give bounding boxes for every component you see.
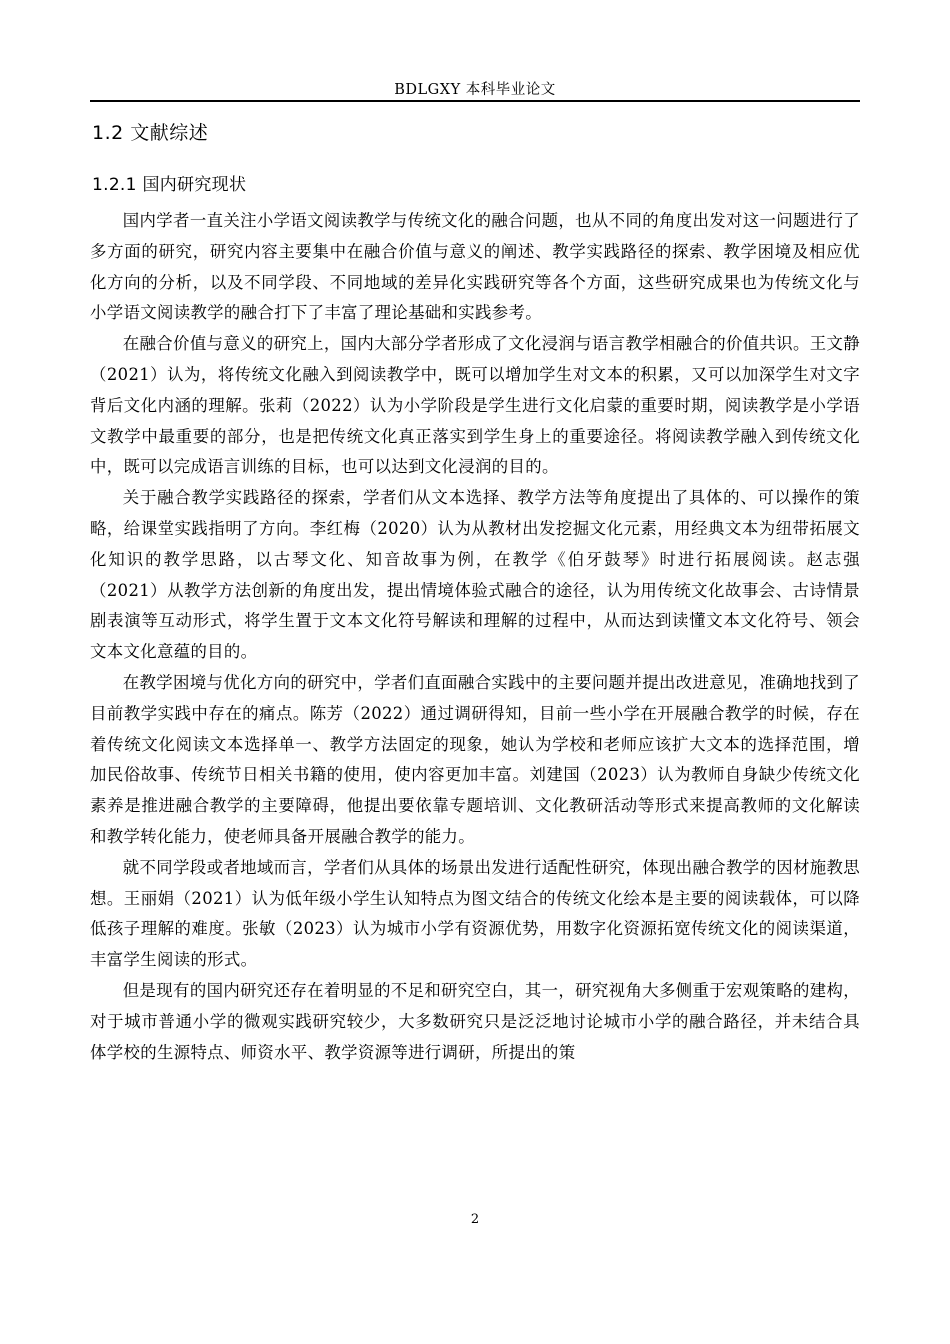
body-text bbox=[90, 206, 860, 1068]
page-number: 2 bbox=[470, 1212, 480, 1227]
paragraph-intro: 国内学者一直关注小学语文阅读教学与传统文化的融合问题，也从不同的角度出发对这一问题进行了多方面的研究，研究内容主要集中在融合价值与意义的阐述、教学实践路径的探索、教学困境及相应优化方向的分析，以及不同学段、不同地域的差异化实践研究等各个方面，这些研究成果也为传统文化与小学语文阅读教学的融合打下了丰富了理论基础和实践参考。 bbox=[90, 211, 860, 323]
paragraph-shortcomings: 但是现有的国内研究还存在着明显的不足和研究空白，其一，研究视角大多侧重于宏观策略的建构，对于城市普通小学的微观实践研究较少，大多数研究只是泛泛地讨论城市小学的融合路径，并未结合具体学校的生源特点、师资水平、教学资源等进行调研，所提出的策 bbox=[90, 980, 860, 1062]
paragraph-value-meaning: 在融合价值与意义的研究上，国内大部分学者形成了文化浸润与语言教学相融合的价值共识。王文静（2021）认为，将传统文化融入到阅读教学中，既可以增加学生对文本的积累，又可以加深学生对文字背后文化内涵的理解。张莉（2022）认为小学阶段是学生进行文化启蒙的重要时期，阅读教学是小学语文教学中最重要的部分，也是把传统文化真正落实到学生身上的重要途径。将阅读教学融入到传统文化中，既可以完成语言训练的目标，也可以达到文化浸润的目的。 bbox=[90, 334, 860, 477]
paragraph-grade-region: 就不同学段或者地域而言，学者们从具体的场景出发进行适配性研究，体现出融合教学的因材施教思想。王丽娟（2021）认为低年级小学生认知特点为图文结合的传统文化绘本是主要的阅读载体，可以降低孩子理解的难度。张敏（2023）认为城市小学有资源优势，用数字化资源拓宽传统文化的阅读渠道，丰富学生阅读的形式。 bbox=[90, 857, 860, 970]
running-header: BDLGXY 本科毕业论文 bbox=[394, 82, 556, 98]
paragraph-difficulties: 在教学困境与优化方向的研究中，学者们直面融合实践中的主要问题并提出改进意见，准确地找到了目前教学实践中存在的痛点。陈芳（2022）通过调研得知，目前一些小学在开展融合教学的时候，存在着传统文化阅读文本选择单一、教学方法固定的现象，她认为学校和老师应该扩大文本的选择范围，增加民俗故事、传统节日相关书籍的使用，使内容更加丰富。刘建国（2023）认为教师自身缺少传统文化素养是推进融合教学的主要障碍，他提出要依靠专题培训、文化教研活动等形式来提高教师的文化解读和教学转化能力，使老师具备开展融合教学的能力。 bbox=[90, 672, 860, 846]
section-heading: 1.2 文献综述 bbox=[92, 122, 209, 144]
header-rule bbox=[90, 100, 860, 102]
subsection-heading: 1.2.1 国内研究现状 bbox=[92, 175, 247, 195]
paragraph-practice-path: 关于融合教学实践路径的探索，学者们从文本选择、教学方法等角度提出了具体的、可以操作的策略，给课堂实践指明了方向。李红梅（2020）认为从教材出发挖掘文化元素，用经典文本为纽带拓展文化知识的教学思路，以古琴文化、知音故事为例，在教学《伯牙鼓琴》时进行拓展阅读。赵志强（2021）从教学方法创新的角度出发，提出情境体验式融合的途径，认为用传统文化故事会、古诗情景剧表演等互动形式，将学生置于文本文化符号解读和理解的过程中，从而达到读懂文本文化符号、领会文本文化意蕴的目的。 bbox=[90, 488, 860, 662]
